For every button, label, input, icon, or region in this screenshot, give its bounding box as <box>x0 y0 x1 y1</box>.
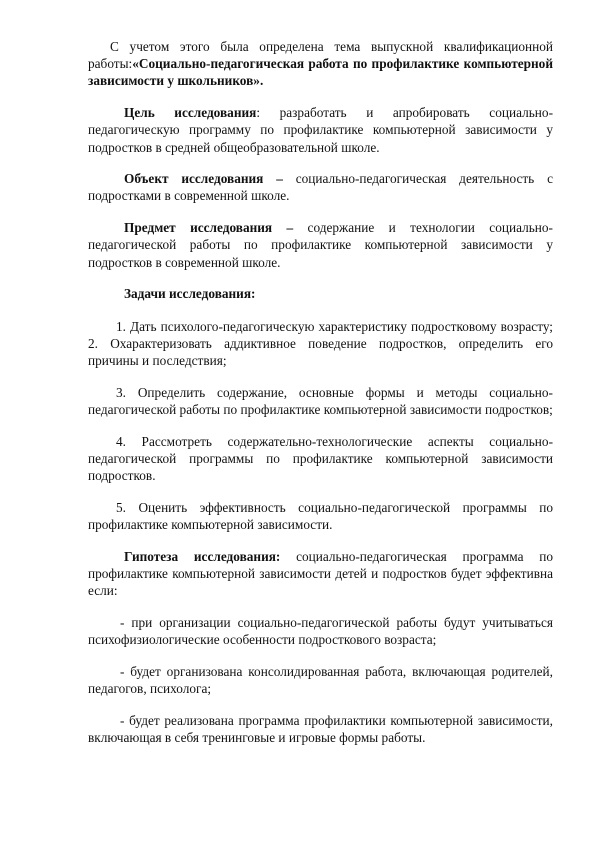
hypothesis-text: социально-педагогическая программа по профилактике компьютерной зависимости детей и подростков будет эффективна если: <box>88 548 554 599</box>
intro-text: С учетом этого была определена тема выпускной квалификационной работы: <box>88 39 553 72</box>
hypothesis-condition: - при организации социально-педагогической работы будут учитываться психофизиологические особенности подросткового возраста; <box>88 615 553 648</box>
task-item: 1. Дать психолого-педагогическую характеристику подростковому возрасту; 2. Охарактеризовать аддиктивное поведение подростков, определить его причины и последствия; <box>88 318 553 369</box>
hypothesis-label: Гипотеза исследования: <box>124 548 281 564</box>
subject-text: содержание и технологии социально-педагогической работы по профилактике компьютерной зависимости у подростков в современной школе. <box>88 220 553 270</box>
subject-label: Предмет исследования – <box>124 220 294 236</box>
object-paragraph <box>88 170 553 204</box>
tasks-heading: Задачи исследования: <box>124 286 256 302</box>
task-item: 3. Определить содержание, основные формы и методы социально-педагогической работы по профилактике компьютерной зависимости подростков; <box>88 385 553 418</box>
hypothesis-paragraph <box>88 548 553 600</box>
hypothesis-condition: - будет организована консолидированная работа, включающая родителей, педагогов, психолога; <box>88 663 553 697</box>
hypothesis-condition: - будет реализована программа профилактики компьютерной зависимости, включающая в себя тренинговые и игровые формы работы. <box>88 712 553 746</box>
intro-paragraph <box>88 38 553 90</box>
object-text: социально-педагогическая деятельность с подростками в современной школе. <box>88 171 553 204</box>
task-item: 4. Рассмотреть содержательно-технологические аспекты социально-педагогической программы по профилактике компьютерной зависимости подростков. <box>88 433 553 484</box>
subject-paragraph <box>88 219 553 271</box>
goal-text: : разработать и апробировать социально-педагогическую программу по профилактике компьютерной зависимости у подростков в средней общеобразовательной школе. <box>88 105 553 155</box>
thesis-title: «Социально-педагогическая работа по профилактике компьютерной зависимости у школьников». <box>88 56 553 89</box>
task-item: 5. Оценить эффективность социально-педагогической программы по профилактике компьютерной зависимости. <box>88 500 553 533</box>
goal-paragraph <box>88 104 553 156</box>
goal-label: Цель исследования <box>124 105 257 121</box>
object-label: Объект исследования – <box>124 171 283 187</box>
document-page <box>88 38 553 761</box>
